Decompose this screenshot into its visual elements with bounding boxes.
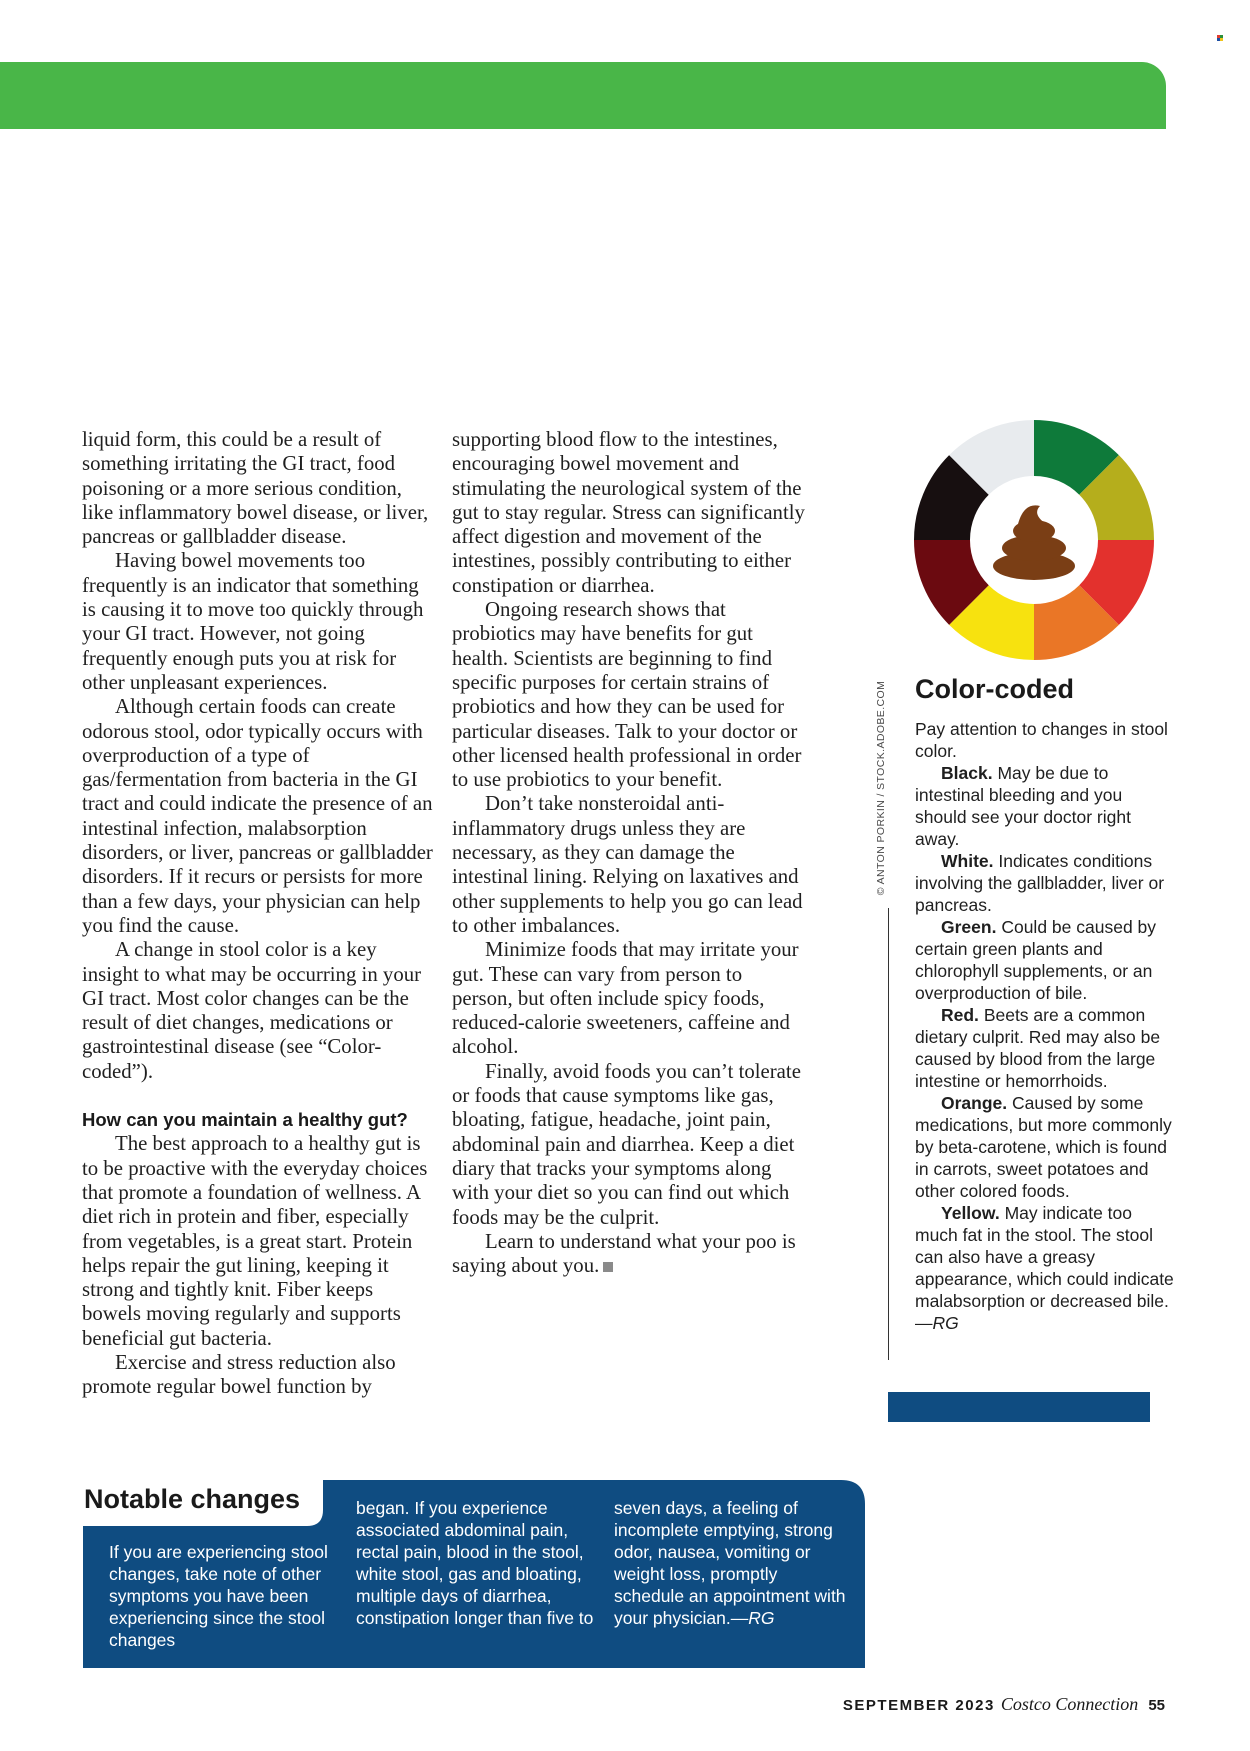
notable-column-3 [614, 1497, 849, 1629]
notable-title: Notable changes [84, 1484, 301, 1514]
paragraph: supporting blood flow to the intestines, encouraging bowel movement and stimulating the neurological system of the gut to stay regular. Stress can significantly affect digestion and movement of the intestines, possibly contributing to either constipation or diarrhea. [452, 428, 805, 597]
color-item-orange [915, 1092, 1177, 1202]
color-description: Could be caused by certain green plants and chlorophyll supplements, or an overproduction of bile. [915, 917, 1157, 1003]
color-label: Orange. [941, 1093, 1008, 1113]
paragraph [452, 1230, 806, 1279]
sidebar-title: Color-coded [915, 674, 1074, 704]
color-label: White. [941, 851, 994, 871]
corner-color-mark [1217, 35, 1223, 41]
color-description: Indicates conditions involving the gallbladder, liver or pancreas. [915, 851, 1165, 915]
color-description: May be due to intestinal bleeding and you should see your doctor right away. [915, 763, 1131, 849]
color-label: Red. [941, 1005, 979, 1025]
magazine-name: Costco Connection [1000, 1694, 1139, 1714]
paragraph: Finally, avoid foods you can’t tolerate or foods that cause symptoms like gas, bloating, fatigue, headache, joint pain, abdominal pain and diarrhea. Keep a diet diary that tracks your symptoms along with your diet so you can find out which foods may be the culprit. [452, 1059, 801, 1229]
paragraph: A change in stool color is a key insight to what may be occurring in your GI tract. Most color changes can be the result of diet changes, medications or gastrointestinal disease (see “Color-coded”). [82, 938, 422, 1083]
photo-credit: © ANTON PORKIN / STOCK.ADOBE.COM [875, 680, 887, 896]
page-footer [830, 1694, 1165, 1720]
sidebar-intro: Pay attention to changes in stool color. [915, 719, 1168, 761]
paragraph: Minimize foods that may irritate your gut. These can vary from person to person, but often include spicy foods, reduced-calorie sweeteners, caffeine and alcohol. [452, 938, 799, 1059]
paragraph: Having bowel movements too frequently is an indicator that something is causing it to move too quickly through your GI tract. However, not going frequently enough puts you at risk for other unpleasant experiences. [82, 549, 424, 694]
notable-changes-box [83, 1480, 865, 1668]
color-description: Beets are a common dietary culprit. Red may also be caused by blood from the large intestine or hemorrhoids. [915, 1005, 1161, 1091]
article-column-2 [452, 428, 806, 1278]
notable-column-3-text: seven days, a feeling of incomplete emptying, strong odor, nausea, vomiting or weight loss, promptly schedule an appointment with your physician.— [614, 1498, 846, 1628]
issue-date: SEPTEMBER 2023 [842, 1697, 995, 1714]
end-mark-icon [603, 1262, 613, 1272]
color-coded-sidebar [915, 672, 1177, 1334]
color-item-black [915, 762, 1177, 850]
color-label: Green. [941, 917, 997, 937]
color-item-red [915, 1004, 1177, 1092]
paragraph: Ongoing research shows that probiotics may have benefits for gut health. Scientists are beginning to find specific purposes for certain strains of probiotics and how they can be used for particular diseases. Talk to your doctor or other licensed health professional in order to use probiotics to your benefit. [452, 598, 802, 792]
paragraph: The best approach to a healthy gut is to be proactive with the everyday choices that promote a foundation of wellness. A diet rich in protein and fiber, especially from vegetables, is a great start. Protein helps repair the gut lining, keeping it strong and tightly knit. Fiber keeps bowels moving regularly and supports beneficial gut bacteria. [82, 1132, 428, 1350]
sidebar-navy-bar [888, 1392, 1150, 1422]
byline: RG [932, 1313, 959, 1333]
stool-color-wheel [914, 420, 1154, 660]
section-heading: How can you maintain a healthy gut? [82, 1109, 408, 1131]
color-description: Caused by some medications, but more commonly by beta-carotene, which is found in carrots, sweet potatoes and other colored foods. [915, 1093, 1172, 1201]
page-number: 55 [1148, 1697, 1165, 1714]
color-label: Black. [941, 763, 993, 783]
color-item-white [915, 850, 1177, 916]
notable-column-2: began. If you experience associated abdominal pain, rectal pain, blood in the stool, white stool, gas and bloating, multiple days of diarrhea, constipation longer than five to [356, 1498, 594, 1628]
paragraph: Although certain foods can create odorous stool, odor typically occurs with overproduction of a type of gas/fermentation from bacteria in the GI tract and could indicate the presence of an intestinal infection, malabsorption disorders, or liver, pancreas or gallbladder disorders. If it recurs or persists for more than a few days, your physician can help you find the cause. [82, 695, 433, 937]
paragraph: Don’t take nonsteroidal anti-inflammatory drugs unless they are necessary, as they can damage the intestinal lining. Relying on laxatives and other supplements to help you go can lead to other imbalances. [452, 792, 803, 937]
photo-credit-area [868, 678, 894, 898]
color-label: Yellow. [941, 1203, 1000, 1223]
paragraph: liquid form, this could be a result of something irritating the GI tract, food poisoning or a more serious condition, like inflammatory bowel disease, or liver, pancreas or gallbladder disease. [82, 428, 429, 549]
color-item-green [915, 916, 1177, 1004]
color-description: May indicate too much fat in the stool. The stool can also have a greasy appearance, which could indicate malabsorption or decreased bile.— [915, 1203, 1174, 1333]
header-green-banner [0, 62, 1166, 129]
closing-text: Learn to understand what your poo is saying about you. [452, 1229, 796, 1278]
paragraph: Exercise and stress reduction also promote regular bowel function by [82, 1350, 396, 1399]
color-item-yellow [915, 1202, 1177, 1334]
stool-emoji-icon [993, 505, 1075, 580]
article-column-1 [82, 428, 434, 1400]
sidebar-rule [888, 908, 889, 1360]
notable-column-1: If you are experiencing stool changes, take note of other symptoms you have been experiencing since the stool changes [109, 1542, 328, 1650]
byline: RG [748, 1608, 775, 1628]
